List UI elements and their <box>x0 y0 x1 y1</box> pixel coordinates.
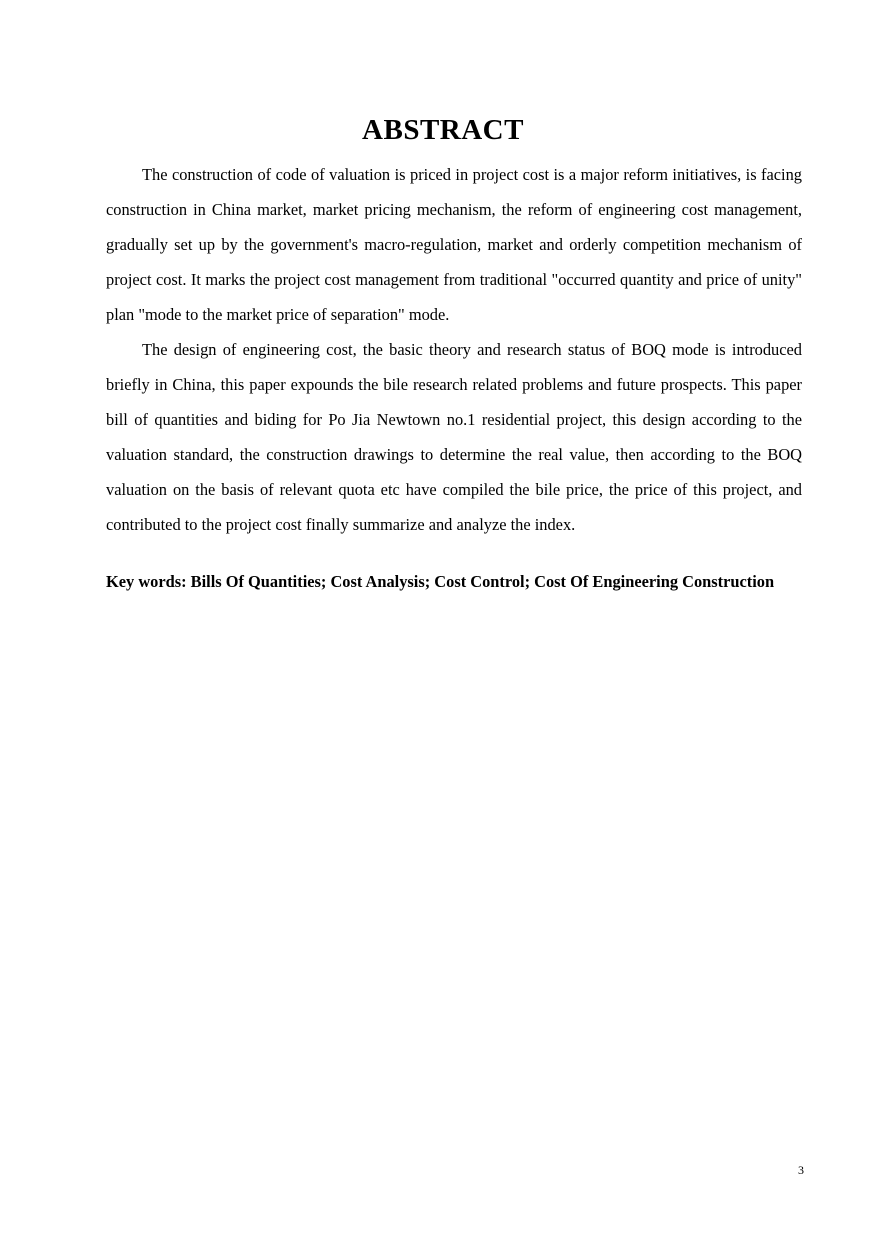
page-number: 3 <box>798 1163 804 1177</box>
abstract-paragraph-2: The design of engineering cost, the basic theory and research status of BOQ mode is introduced briefly in China, this paper expounds the bile research related problems and future prospects. This paper bill of quantities and biding for Po Jia Newtown no.1 residential project, this design according to the valuation standard, the construction drawings to determine the real value, then according to the BOQ valuation on the basis of relevant quota etc have compiled the bile price, the price of this project, and contributed to the project cost finally summarize and analyze the index. <box>106 340 802 534</box>
keywords-line: Key words: Bills Of Quantities; Cost Analysis; Cost Control; Cost Of Engineering Construction <box>106 572 775 591</box>
abstract-body <box>106 157 802 542</box>
abstract-paragraph-1: The construction of code of valuation is priced in project cost is a major reform initiatives, is facing construction in China market, market pricing mechanism, the reform of engineering cost management, gradually set up by the government's macro-regulation, market and orderly competition mechanism of project cost. It marks the project cost management from traditional "occurred quantity and price of unity" plan "mode to the market price of separation" mode. <box>106 165 802 324</box>
abstract-title: ABSTRACT <box>362 114 524 146</box>
